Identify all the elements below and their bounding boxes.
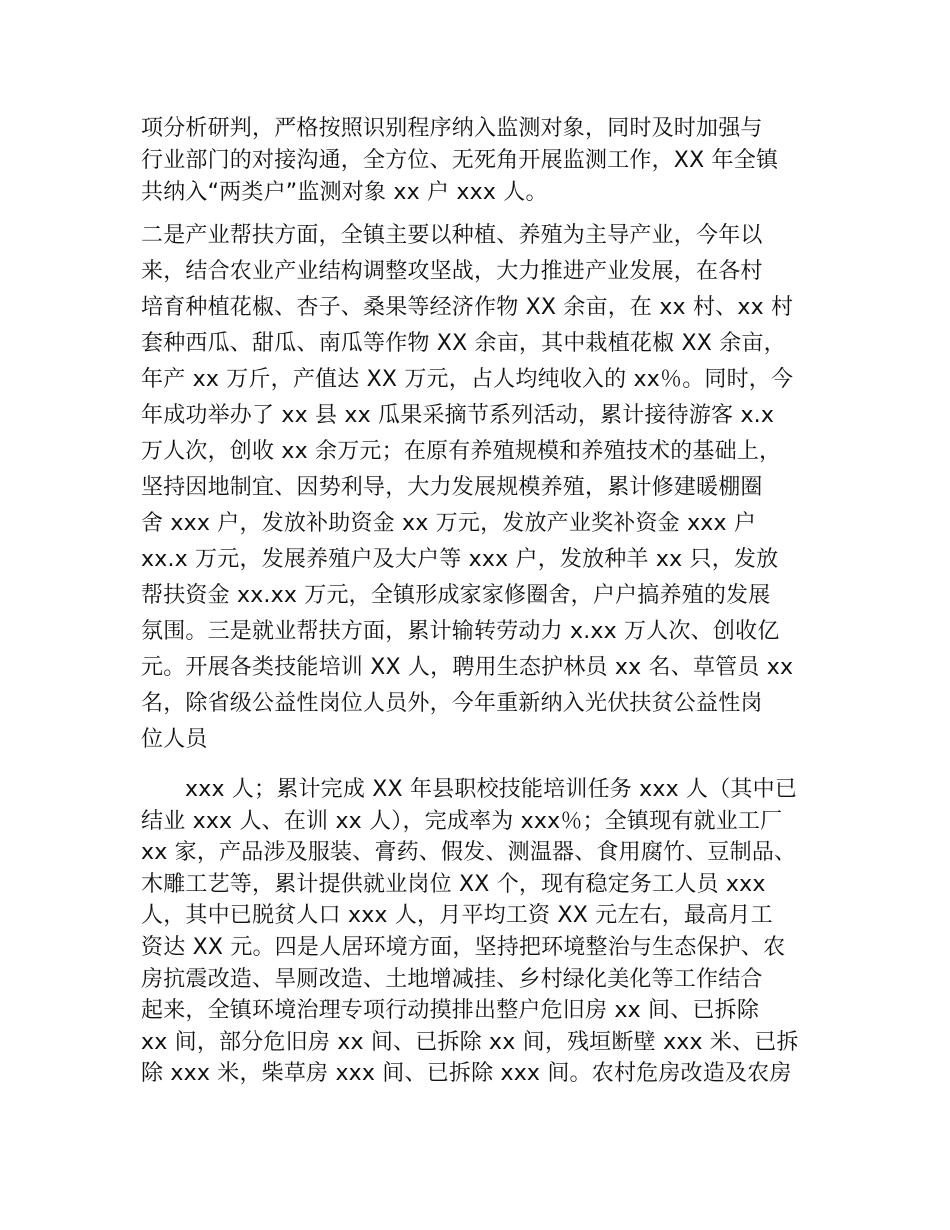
text-line: 人，其中已脱贫人口 xxx 人，月平均工资 XX 元左右，最高月工 <box>141 903 773 929</box>
text-line: 坚持因地制宜、因势利导，大力发展规模养殖，累计修建暖棚圈 <box>141 475 763 500</box>
text-line: 年成功举办了 xx 县 xx 瓜果采摘节系列活动，累计接待游客 x.x <box>141 403 775 428</box>
text-line: 名，除省级公益性岗位人员外，今年重新纳入光伏扶贫公益性岗 <box>141 691 763 716</box>
text-line: 项分析研判，严格按照识别程序纳入监测对象，同时及时加强与 <box>141 116 763 141</box>
text-line: 共纳入“两类户”监测对象 xx 户 xxx 人。 <box>141 180 548 205</box>
paragraph-training-environment <box>141 774 831 1090</box>
text-line: 位人员 <box>141 727 208 752</box>
text-line: 除 xxx 米，柴草房 xxx 间、已拆除 xxx 间。农村危房改造及农房 <box>141 1061 792 1087</box>
text-line: 木雕工艺等，累计提供就业岗位 XX 个，现有稳定务工人员 xxx <box>141 871 766 897</box>
paragraph-monitoring <box>141 113 831 209</box>
text-line: 培育种植花椒、杏子、桑果等经济作物 XX 余亩，在 xx 村、xx 村 <box>141 295 794 320</box>
text-line: 资达 XX 元。四是人居环境方面，坚持把环境整治与生态保护、农 <box>141 934 786 960</box>
text-line: xx 家，产品涉及服装、膏药、假发、测温器、食用腐竹、豆制品、 <box>141 840 797 866</box>
paragraph-industry-employment <box>141 218 831 758</box>
text-line: 房抗震改造、旱厕改造、土地增减挂、乡村绿化美化等工作结合 <box>141 966 763 992</box>
text-line: 帮扶资金 xx.xx 万元，全镇形成家家修圈舍，户户搞养殖的发展 <box>141 583 771 608</box>
text-line: 起来，全镇环境治理专项行动摸排出整户危旧房 xx 间、已拆除 <box>141 998 760 1024</box>
text-line: xx.x 万元，发展养殖户及大户等 xxx 户，发放种羊 xx 只，发放 <box>141 547 779 572</box>
text-line: 套种西瓜、甜瓜、南瓜等作物 XX 余亩，其中栽植花椒 XX 余亩， <box>141 331 786 356</box>
text-line: 万人次，创收 xx 余万元；在原有养殖规模和养殖技术的基础上， <box>141 439 782 464</box>
text-line: 氛围。三是就业帮扶方面，累计输转劳动力 x.xx 万人次、创收亿 <box>141 619 780 644</box>
text-line: 二是产业帮扶方面，全镇主要以种植、养殖为主导产业，今年以 <box>141 223 763 248</box>
text-line: 结业 xxx 人、在训 xx 人），完成率为 xxx％；全镇现有就业工厂 <box>141 808 783 834</box>
text-line: 行业部门的对接沟通，全方位、无死角开展监测工作，XX 年全镇 <box>141 148 779 173</box>
text-line: 年产 xx 万斤，产值达 XX 万元，占人均纯收入的 xx％。同时，今 <box>141 367 794 392</box>
text-line: 元。开展各类技能培训 XX 人，聘用生态护林员 xx 名、草管员 xx <box>141 655 794 680</box>
text-line: 舍 xxx 户，发放补助资金 xx 万元，发放产业奖补资金 xxx 户 <box>141 511 757 536</box>
text-line: xxx 人；累计完成 XX 年县职校技能培训任务 xxx 人（其中已 <box>185 777 798 802</box>
text-line: 来，结合农业产业结构调整攻坚战，大力推进产业发展，在各村 <box>141 259 763 284</box>
text-line: xx 间，部分危旧房 xx 间、已拆除 xx 间，残垣断壁 xxx 米、已拆 <box>141 1029 799 1055</box>
